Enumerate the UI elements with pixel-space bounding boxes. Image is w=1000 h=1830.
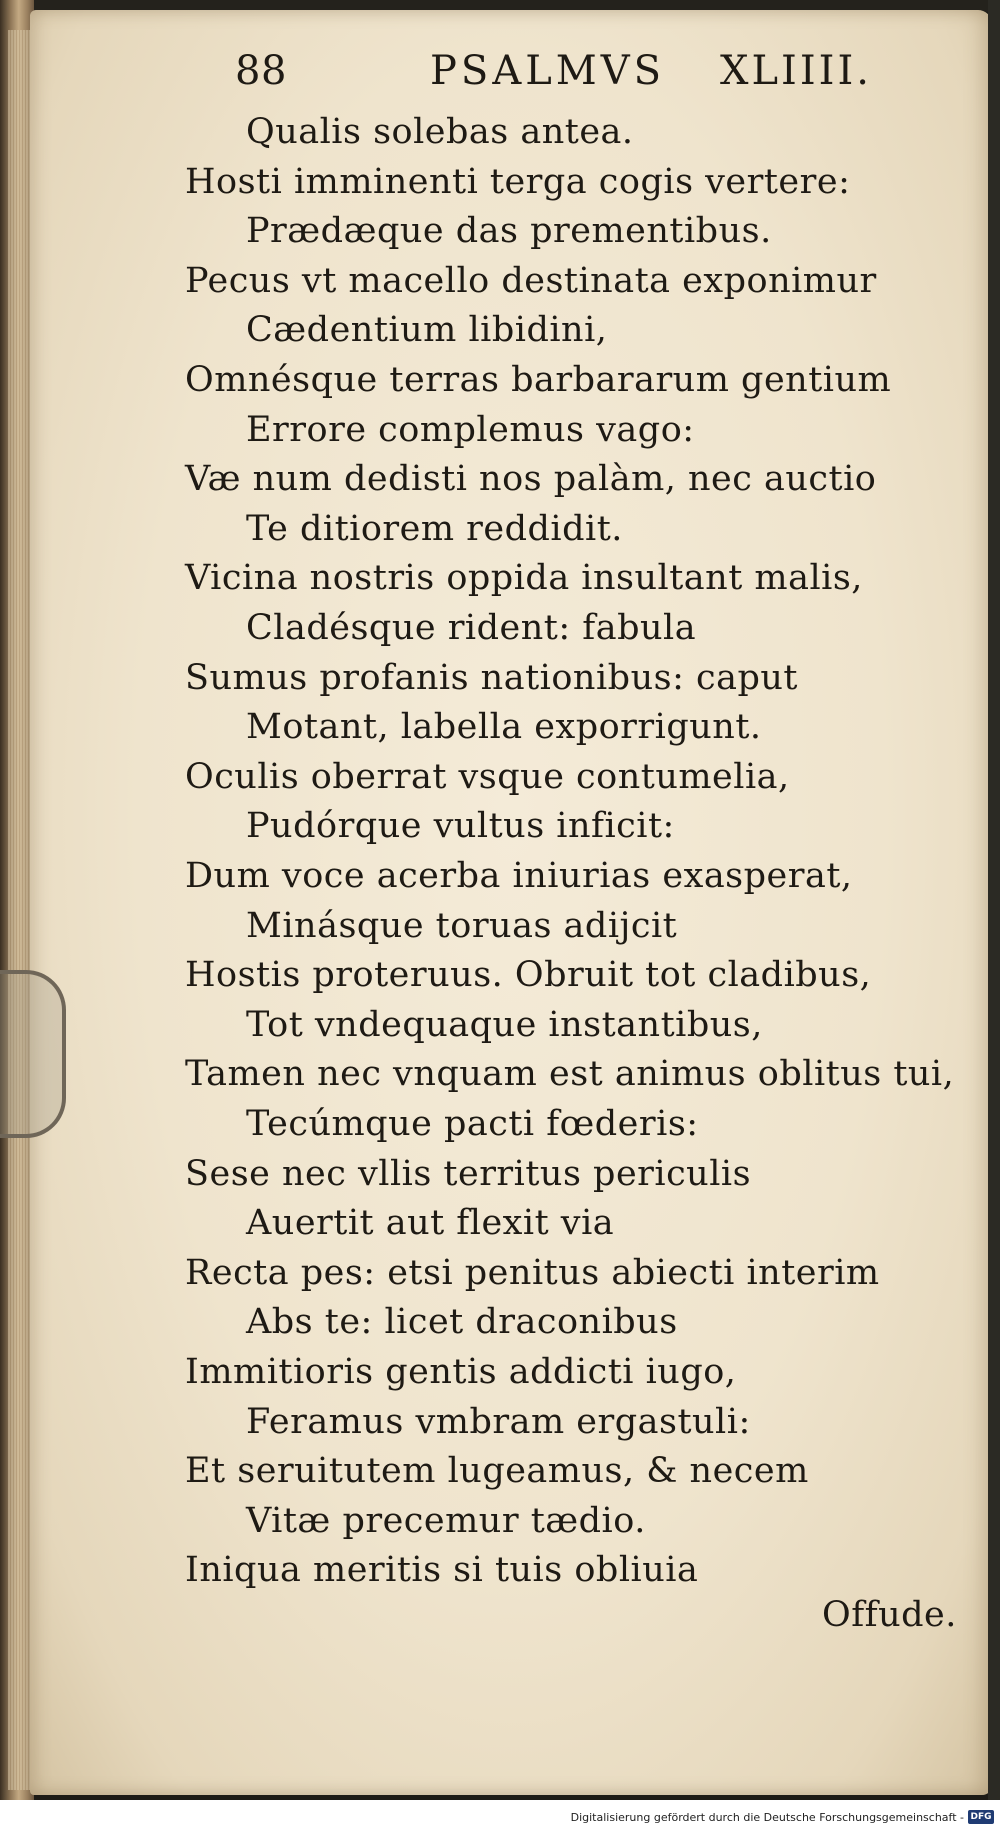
verse-line: Errore complemus vago:	[246, 409, 695, 450]
verse-line: Pecus vt macello destinata exponimur	[185, 260, 877, 301]
scan-right-border	[988, 0, 1000, 1830]
verse-line: Tot vndequaque instantibus,	[246, 1004, 763, 1045]
book-clasp	[0, 970, 66, 1138]
verse-line: Auertit aut flexit via	[246, 1203, 615, 1244]
verse-line: Omnésque terras barbararum gentium	[185, 360, 892, 400]
psalm-title: PSALMVS	[430, 48, 666, 94]
verse-line: Iniqua meritis si tuis obliuia	[185, 1550, 699, 1591]
verse-line: Cædentium libidini,	[246, 310, 608, 351]
footer-strip	[0, 1800, 1000, 1830]
book-page	[30, 10, 992, 1795]
verse-line: Tecúmque pacti fœderis:	[246, 1104, 699, 1144]
verse-line: Motant, labella exporrigunt.	[246, 707, 762, 748]
verse-line: Abs te: licet draconibus	[246, 1302, 678, 1343]
running-head	[235, 48, 915, 108]
verse-line: Vicina nostris oppida insultant malis,	[185, 558, 863, 599]
verse-line: Te ditiorem reddidit.	[246, 508, 623, 549]
verse-line: Væ num dedisti nos palàm, nec auctio	[185, 459, 877, 500]
verse-line: Hosti imminenti terga cogis vertere:	[185, 161, 851, 202]
psalm-number: XLIIII.	[720, 48, 872, 94]
verse-line: Hostis proteruus. Obruit tot cladibus,	[185, 955, 872, 996]
verse-line: Dum voce acerba iniurias exasperat,	[185, 856, 853, 896]
verse-line: Tamen nec vnquam est animus oblitus tui,	[185, 1054, 955, 1095]
verse-line: Cladésque rident: fabula	[246, 608, 697, 648]
verse-line: Pudórque vultus inficit:	[246, 806, 675, 847]
page-number: 88	[235, 48, 287, 94]
funding-credit: Digitalisierung gefördert durch die Deutsche Forschungsgemeinschaft -	[570, 1811, 964, 1824]
verse-line: Minásque toruas adijcit	[246, 905, 678, 946]
verse-line: Recta pes: etsi penitus abiecti interim	[185, 1252, 880, 1293]
verse-line: Feramus vmbram ergastuli:	[246, 1401, 751, 1442]
verse-line: Sumus profanis nationibus: caput	[185, 657, 798, 698]
verse-line: Oculis oberrat vsque contumelia,	[185, 756, 790, 797]
verse-line: Qualis solebas antea.	[246, 112, 634, 152]
dfg-logo: DFG	[968, 1810, 994, 1824]
verse-line: Prædæque das prementibus.	[246, 211, 772, 252]
verse-line: Immitioris gentis addicti iugo,	[185, 1352, 737, 1392]
verse-line: Sese nec vllis territus periculis	[185, 1153, 752, 1194]
verse-line: Vitæ precemur tædio.	[246, 1500, 646, 1541]
verse-line: Et seruitutem lugeamus, & necem	[185, 1451, 809, 1492]
catchword: Offude.	[822, 1595, 957, 1635]
